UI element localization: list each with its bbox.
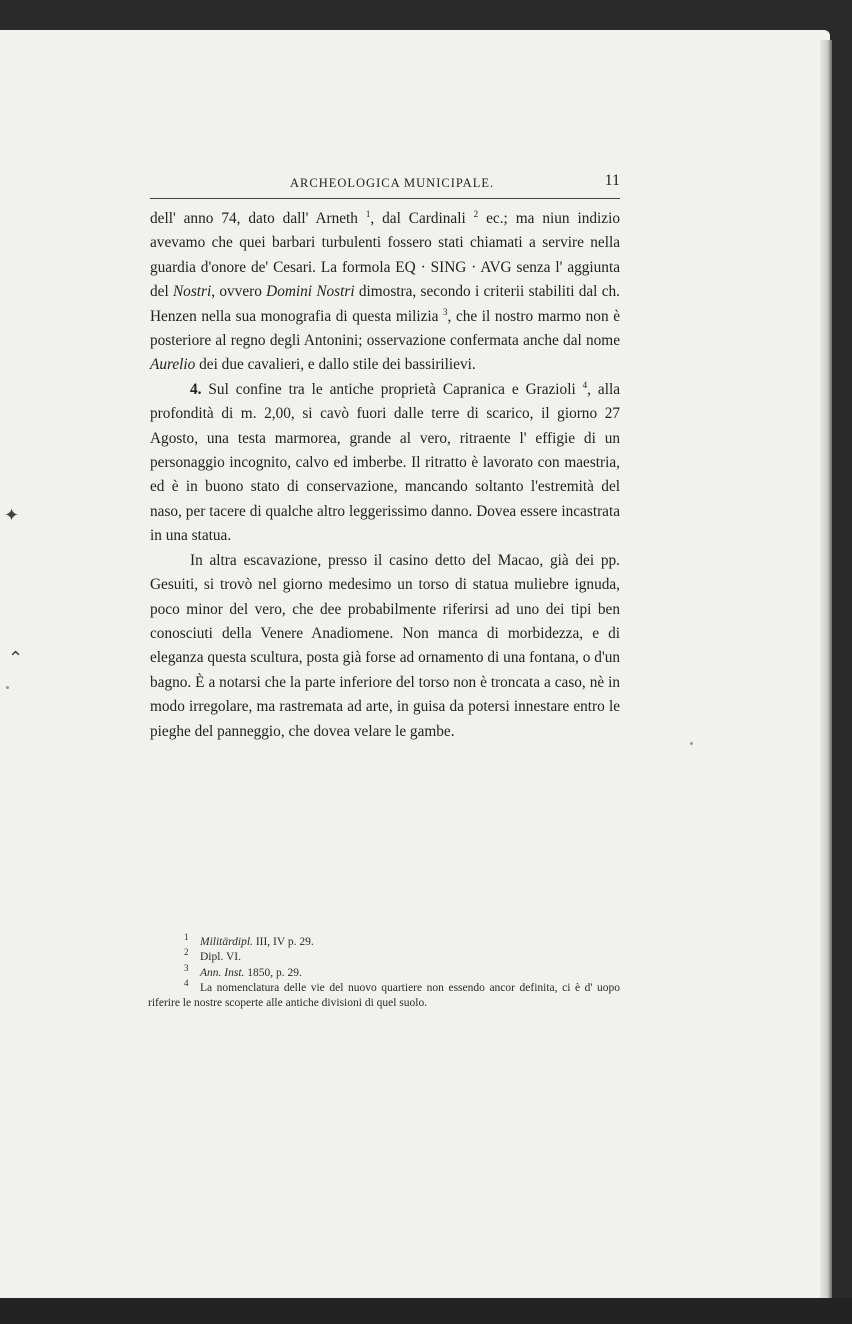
text-run: , alla profondità di m. 2,00, si cavò fuori dalle terre di scarico, il giorno 27 Agosto, una testa marmorea, grande al vero, ritraente l' effigie di un personaggio incognito, calvo ed imberbe. Il ritratto è lavorato con maestria, ed è in buono stato di conservazione, mancando soltanto l'estremità del naso, per tacere di qualche altro leggerissimo danno. Dovea essere incastrata in una statua. bbox=[150, 380, 620, 545]
margin-mark: ✦ bbox=[4, 505, 20, 525]
text-run: ec.; ma niun indizio avevamo che quei barbari turbulenti fossero stati chiamati a servire nella guardia d'onore de' Cesari. La formola EQ · SING · AVG senza l' aggiunta del bbox=[150, 210, 620, 301]
footnotes bbox=[148, 932, 620, 1011]
main-text bbox=[150, 170, 620, 744]
running-header bbox=[150, 170, 620, 194]
section-number: 4. bbox=[190, 380, 202, 398]
header-rule bbox=[150, 198, 620, 199]
footnote-number: 1 bbox=[184, 932, 189, 943]
italic-term: Domini Nostri bbox=[266, 283, 355, 301]
paragraph-3: In altra escavazione, presso il casino detto del Macao, già dei pp. Gesuiti, si trovò nel giorno medesimo un torso di statua muliebre ignuda, poco minor del vero, che dee probabilmente riferirsi ad uno dei tipi ben conosciuti della Venere Anadiomene. Non manca di morbidezza, e di eleganza questa scultura, posta già forse ad ornamento di una fontana, o d'un bagno. È a notarsi che la parte inferiore del torso non è troncata a caso, nè in modo irregolare, ma rastremata ad arte, in guisa da potersi innestare entro le pieghe del panneggio, che dovea velare le gambe. bbox=[150, 551, 620, 740]
italic-term: Aurelio bbox=[150, 356, 196, 374]
footnote-text: 1850, p. 29. bbox=[244, 966, 302, 979]
text-run: dei due cavalieri, e dallo stile dei bassirilievi. bbox=[195, 356, 476, 374]
footnote-italic: Militärdipl. bbox=[200, 936, 253, 948]
footnote-1 bbox=[148, 932, 620, 950]
italic-term: Nostri bbox=[172, 283, 212, 301]
running-title: ARCHEOLOGICA MUNICIPALE. bbox=[290, 176, 495, 190]
scan-bottom-band bbox=[0, 1298, 852, 1324]
footnote-number: 4 bbox=[184, 978, 189, 989]
footnote-number: 3 bbox=[184, 962, 189, 973]
paragraph-2 bbox=[150, 378, 620, 549]
footnote-4 bbox=[148, 978, 620, 1012]
footnote-text: III, IV p. 29. bbox=[252, 936, 314, 948]
footnote-ref[interactable]: 1 bbox=[365, 208, 371, 219]
footnote-ref[interactable]: 2 bbox=[473, 208, 479, 219]
margin-mark: ⌃ bbox=[8, 648, 24, 668]
page-number: 11 bbox=[604, 172, 620, 189]
footnote-2 bbox=[148, 947, 620, 965]
footnote-ref[interactable]: 3 bbox=[443, 306, 448, 317]
paragraph-1 bbox=[150, 207, 620, 378]
page-speck bbox=[6, 686, 9, 689]
text-run: dell' anno 74, dato dall' Arneth bbox=[150, 210, 366, 227]
text-run: Sul confine tra le antiche proprietà Capranica e Grazioli bbox=[201, 380, 583, 398]
footnote-text: Dipl. VI. bbox=[200, 951, 241, 964]
text-run: , ovvero bbox=[211, 283, 267, 301]
footnote-ref[interactable]: 4 bbox=[582, 379, 588, 390]
text-run: , che il nostro marmo non è posteriore al regno degli Antonini; osservazione confermata anche dal nome bbox=[150, 307, 620, 350]
footnote-text: La nomenclatura delle vie del nuovo quartiere non essendo ancor definita, ci è d' uopo riferire le nostre scoperte alle antiche divisioni di quel suolo. bbox=[148, 981, 620, 1010]
footnote-3 bbox=[148, 962, 620, 981]
page-edge bbox=[820, 40, 832, 1298]
footnote-italic: Ann. Inst. bbox=[200, 966, 245, 979]
text-run: , dal Cardinali bbox=[370, 210, 474, 227]
page-speck bbox=[690, 742, 693, 745]
footnote-number: 2 bbox=[184, 947, 189, 958]
text-run: dimostra, secondo i criterii stabiliti dal ch. Henzen nella sua monografia di questa milizia bbox=[150, 283, 620, 325]
